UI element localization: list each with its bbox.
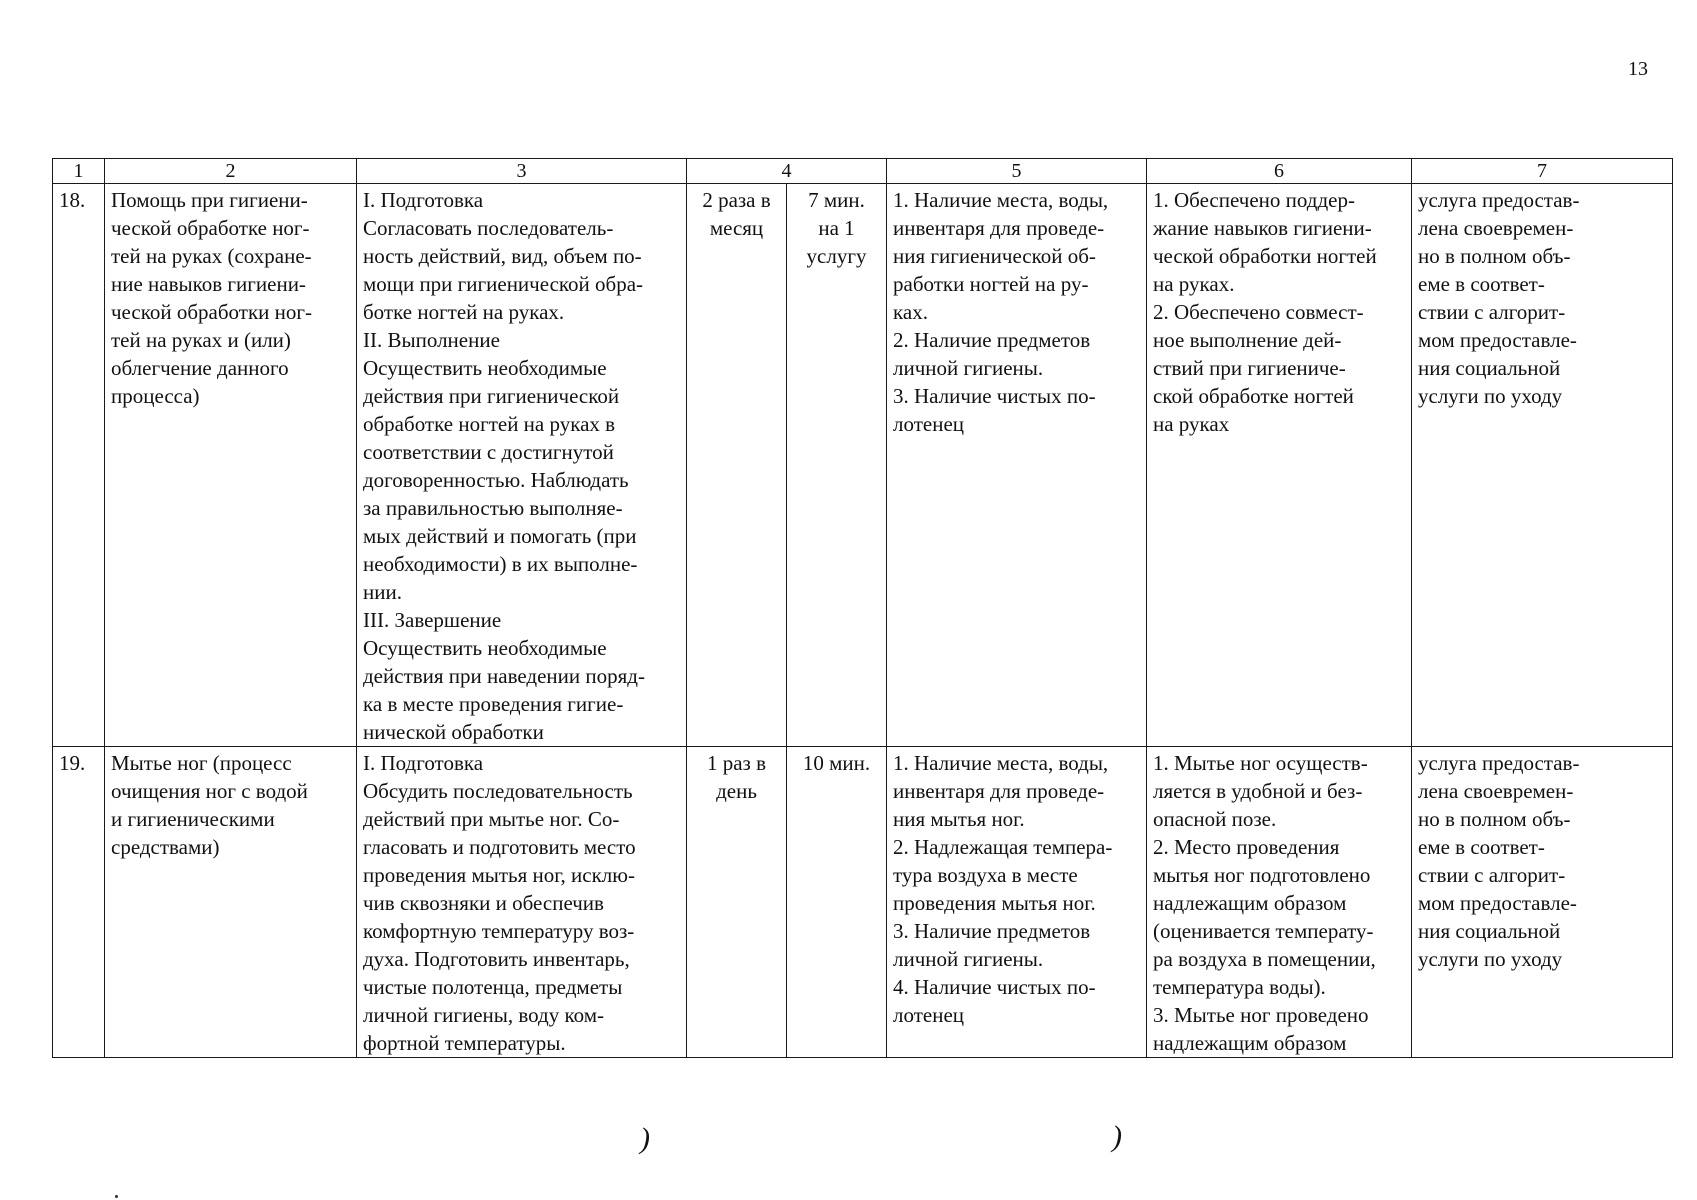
- table-row: [53, 184, 1673, 747]
- service-evaluation: услуга предостав- лена своевремен- но в полном объ- еме в соответ- ствии с алгорит- мом предоставле- ния социальной услуги по уходу: [1412, 747, 1673, 1058]
- service-results: 1. Обеспечено поддер- жание навыков гигиени- ческой обработки ногтей на руках. 2. Обеспечено совмест- ное выполнение дей- ствий при гигиениче- ской обработке ногтей на руках: [1147, 184, 1412, 747]
- stray-mark: ): [1112, 1120, 1122, 1153]
- service-procedure: I. Подготовка Согласовать последователь- ность действий, вид, объем по- мощи при гигиенической обра- ботке ногтей на руках. II. Выполнение Осуществить необходимые действия при гигиенической обработке ногтей на руках в соответствии с достигнутой договоренностью. Наблюдать за правильностью выполняе- мых действий и помогать (при необходимости) в их выполне- нии. III. Завершение Осуществить необходимые действия при наведении поряд- ка в месте проведения гигие- нической обработки: [357, 184, 687, 747]
- service-time: 10 мин.: [787, 747, 887, 1058]
- table-row: [53, 747, 1673, 1058]
- service-procedure: I. Подготовка Обсудить последовательность действий при мытье ног. Со- гласовать и подготовить место проведения мытья ног, исклю- чив сквозняки и обеспечив комфортную температуру воз- духа. Подготовить инвентарь, чистые полотенца, предметы личной гигиены, воду ком- фортной температуры.: [357, 747, 687, 1058]
- page-number: 13: [1628, 58, 1648, 80]
- header-cell: 4: [687, 159, 887, 184]
- row-number: 18.: [53, 184, 105, 747]
- header-cell: 5: [887, 159, 1147, 184]
- row-number: 19.: [53, 747, 105, 1058]
- service-conditions: 1. Наличие места, воды, инвентаря для проведе- ния мытья ног. 2. Надлежащая темпера- тура воздуха в месте проведения мытья ног. 3. Наличие предметов личной гигиены. 4. Наличие чистых по- лотенец: [887, 747, 1147, 1058]
- service-results: 1. Мытье ног осуществ- ляется в удобной и без- опасной позе. 2. Место проведения мытья ног подготовлено надлежащим образом (оценивается температу- ра воздуха в помещении, температура воды). 3. Мытье ног проведено надлежащим образом: [1147, 747, 1412, 1058]
- services-table: [52, 158, 1673, 1058]
- service-conditions: 1. Наличие места, воды, инвентаря для проведе- ния гигиенической об- работки ногтей на ру- ках. 2. Наличие предметов личной гигиены. 3. Наличие чистых по- лотенец: [887, 184, 1147, 747]
- header-cell: 7: [1412, 159, 1673, 184]
- scan-speck: [115, 1195, 118, 1198]
- header-cell: 6: [1147, 159, 1412, 184]
- header-cell: 3: [357, 159, 687, 184]
- service-evaluation: услуга предостав- лена своевремен- но в полном объ- еме в соответ- ствии с алгорит- мом предоставле- ния социальной услуги по уходу: [1412, 184, 1673, 747]
- service-time: 7 мин. на 1 услугу: [787, 184, 887, 747]
- service-name: Мытье ног (процесс очищения ног с водой и гигиеническими средствами): [105, 747, 357, 1058]
- service-frequency: 2 раза в месяц: [687, 184, 787, 747]
- service-frequency: 1 раз в день: [687, 747, 787, 1058]
- table-header-row: [53, 159, 1673, 184]
- header-cell: 1: [53, 159, 105, 184]
- service-name: Помощь при гигиени- ческой обработке ног- тей на руках (сохране- ние навыков гигиени- ческой обработки ног- тей на руках и (или) облегчение данного процесса): [105, 184, 357, 747]
- header-cell: 2: [105, 159, 357, 184]
- stray-mark: ): [640, 1122, 650, 1155]
